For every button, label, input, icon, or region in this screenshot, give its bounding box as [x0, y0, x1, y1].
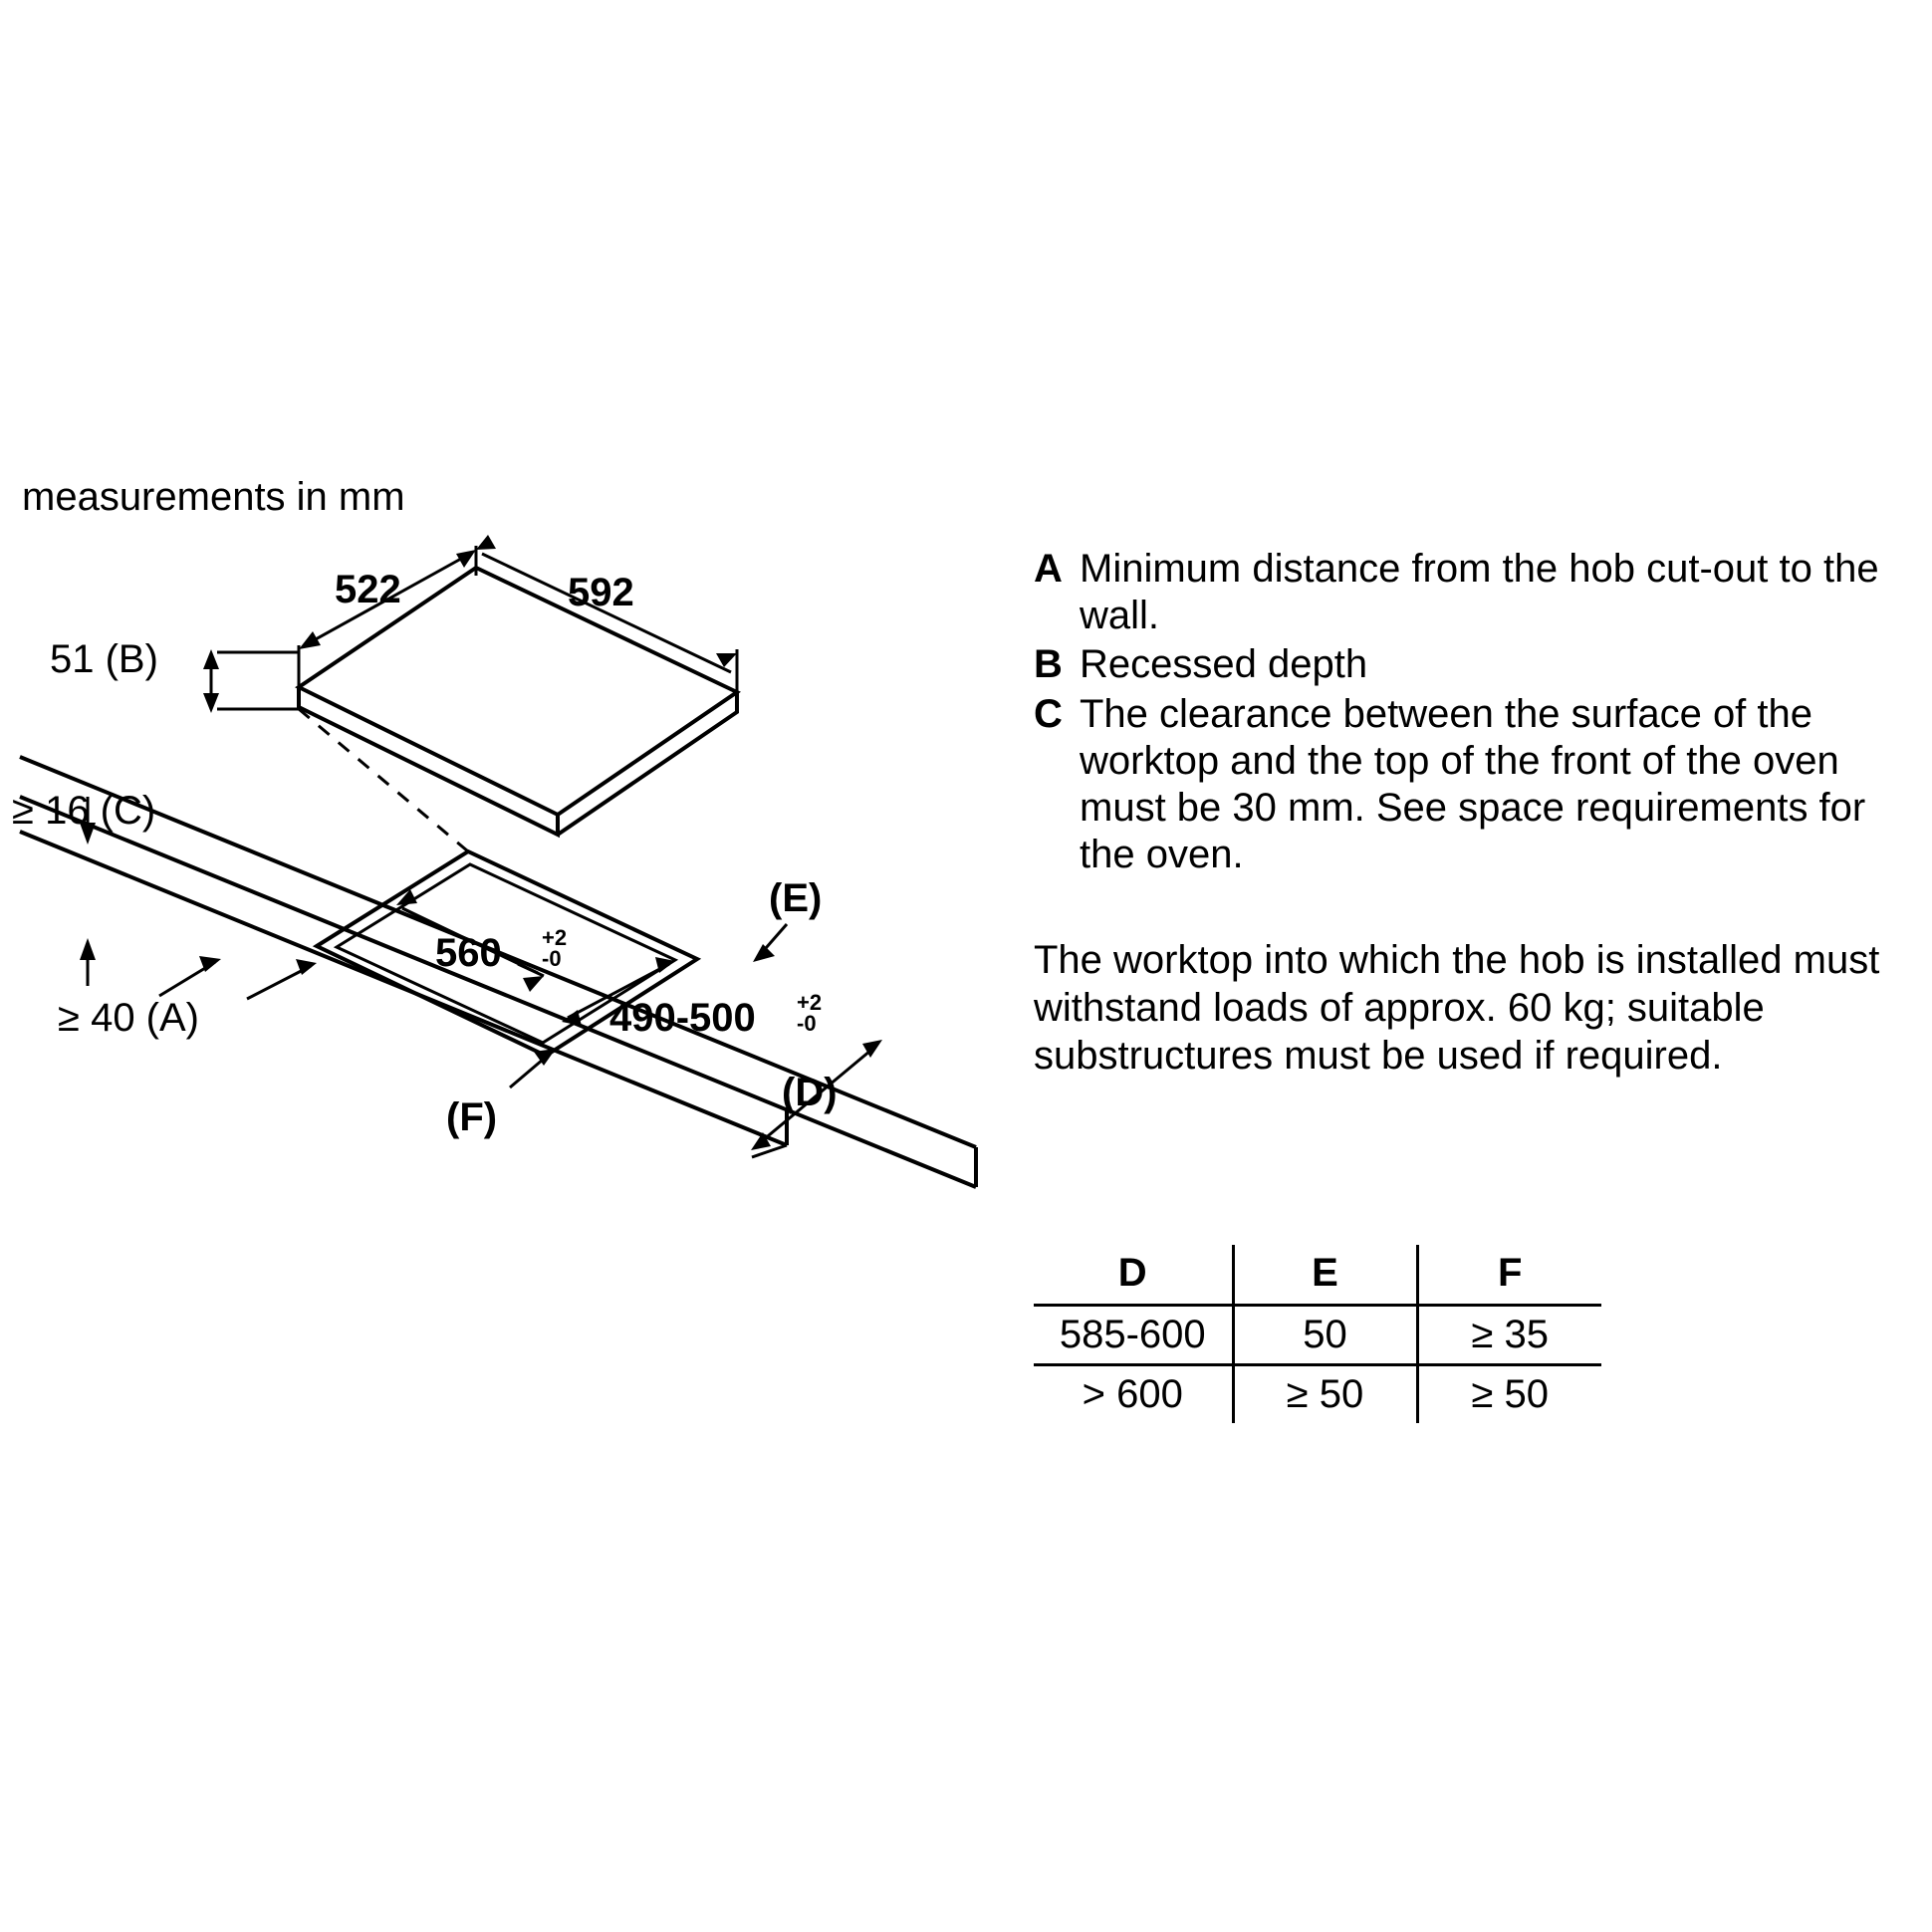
dimension-label-522: 522: [335, 568, 401, 611]
table-cell-e-2: ≥ 50: [1233, 1365, 1417, 1424]
callout-label-d: (D): [782, 1071, 838, 1114]
dimension-label-clearance-c: ≥ 16 (C): [12, 789, 156, 833]
table-cell-f-1: ≥ 35: [1417, 1306, 1601, 1365]
legend-text-c: The clearance between the surface of the worktop and the top of the front of the oven must be 30 mm. See space requirements for the oven.: [1080, 691, 1866, 877]
table-header-f: F: [1417, 1245, 1601, 1306]
legend-key-a: A: [1034, 547, 1063, 591]
worktop-load-note: The worktop into which the hob is installed must withstand loads of approx. 60 kg; suitable substructures must be used if required.: [1034, 938, 1880, 1078]
dimension-label-592: 592: [568, 571, 634, 614]
legend-key-c: C: [1034, 691, 1063, 736]
table-cell-d-2: > 600: [1034, 1365, 1233, 1424]
unit-note: measurements in mm: [22, 475, 405, 519]
tolerance-upper-490: +2: [797, 990, 823, 1015]
tolerance-lower-560: -0: [542, 945, 562, 971]
table-row: [1034, 1365, 1601, 1424]
tolerance-cutout-depth: [797, 990, 823, 1036]
table-cell-f-2: ≥ 50: [1417, 1365, 1601, 1424]
table-row: [1034, 1306, 1601, 1365]
legend-key-b: B: [1034, 642, 1063, 687]
dimension-label-cutout-depth: 490-500: [609, 996, 756, 1040]
legend-item-b: [1034, 641, 1900, 688]
table-header-e: E: [1233, 1245, 1417, 1306]
tolerance-lower-490: -0: [797, 1010, 817, 1036]
legend-list: [1034, 546, 1900, 880]
legend-text-b: Recessed depth: [1080, 642, 1368, 687]
dimension-label-recessed-depth: 51 (B): [50, 637, 158, 681]
dimension-label-wall-distance-a: ≥ 40 (A): [58, 996, 199, 1040]
legend-item-a: [1034, 546, 1900, 639]
tolerance-cutout-width: [542, 925, 568, 971]
table-cell-e-1: 50: [1233, 1306, 1417, 1365]
callout-label-f: (F): [446, 1095, 498, 1139]
legend-item-c: [1034, 691, 1900, 879]
dimension-label-cutout-width: 560: [435, 931, 502, 975]
tolerance-upper-560: +2: [542, 925, 568, 950]
table-cell-d-1: 585-600: [1059, 1313, 1206, 1356]
legend-text-a: Minimum distance from the hob cut-out to the wall.: [1080, 547, 1879, 638]
table-header-d: D: [1117, 1251, 1147, 1295]
callout-label-e: (E): [769, 876, 823, 920]
clearance-table: [1034, 1245, 1601, 1423]
table-header-row: [1034, 1245, 1601, 1306]
